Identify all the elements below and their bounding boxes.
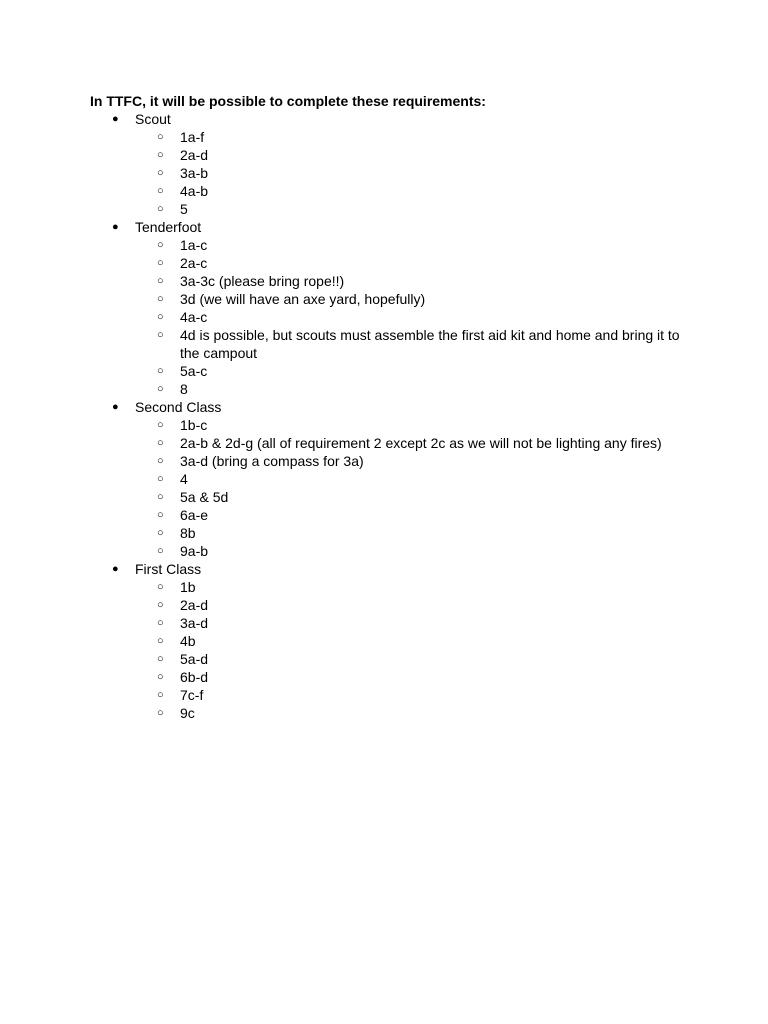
requirement-text: 5a-d <box>180 651 209 667</box>
circle-bullet-icon: ○ <box>157 167 164 179</box>
requirement-sublist <box>0 128 768 218</box>
requirement-sublist <box>0 578 768 722</box>
circle-bullet-icon: ○ <box>157 437 164 449</box>
circle-bullet-icon: ○ <box>157 365 164 377</box>
requirement-text: 2a-d <box>180 147 209 163</box>
circle-bullet-icon: ○ <box>157 527 164 539</box>
list-item <box>0 308 768 326</box>
circle-bullet-icon: ○ <box>157 257 164 269</box>
requirement-text: 5a & 5d <box>180 489 229 505</box>
list-item <box>0 182 768 200</box>
requirement-text: 7c-f <box>180 687 204 703</box>
circle-bullet-icon: ○ <box>157 689 164 701</box>
list-item <box>0 434 768 452</box>
list-item <box>0 668 768 686</box>
requirement-sublist <box>0 236 768 398</box>
requirement-text: 3a-d (bring a compass for 3a) <box>180 453 364 469</box>
rank-label: Second Class <box>135 399 222 415</box>
circle-bullet-icon: ○ <box>157 509 164 521</box>
list-item <box>0 506 768 524</box>
list-item <box>0 362 768 380</box>
requirement-text: 2a-c <box>180 255 208 271</box>
requirement-text: 2a-b & 2d-g (all of requirement 2 except 2c as we will not be lighting any fires) <box>180 435 662 451</box>
requirement-text: 4b <box>180 633 196 649</box>
list-item <box>0 650 768 668</box>
requirement-text: 8 <box>180 381 188 397</box>
rank-section-scout <box>0 110 768 218</box>
rank-label: First Class <box>135 561 202 577</box>
requirement-sublist <box>0 416 768 560</box>
list-item <box>0 416 768 434</box>
circle-bullet-icon: ○ <box>157 491 164 503</box>
requirement-text: 4a-c <box>180 309 208 325</box>
list-item <box>0 380 768 398</box>
circle-bullet-icon: ○ <box>157 635 164 647</box>
page-heading: In TTFC, it will be possible to complete these requirements: <box>90 93 486 109</box>
list-item <box>0 470 768 488</box>
list-item <box>0 704 768 722</box>
requirement-text: 3a-b <box>180 165 209 181</box>
list-item <box>0 452 768 470</box>
circle-bullet-icon: ○ <box>157 239 164 251</box>
list-item <box>0 632 768 650</box>
list-item <box>0 542 768 560</box>
requirement-text: 4d is possible, but scouts must assemble the first aid kit and home and bring it to the campout <box>180 327 680 361</box>
circle-bullet-icon: ○ <box>157 311 164 323</box>
bullet-icon: ● <box>112 401 119 413</box>
list-item <box>0 596 768 614</box>
requirement-text: 3d (we will have an axe yard, hopefully) <box>180 291 426 307</box>
list-item <box>0 272 768 290</box>
circle-bullet-icon: ○ <box>157 293 164 305</box>
rank-label: Scout <box>135 111 171 127</box>
circle-bullet-icon: ○ <box>157 545 164 557</box>
list-item <box>0 290 768 308</box>
requirement-text: 5 <box>180 201 188 217</box>
circle-bullet-icon: ○ <box>157 275 164 287</box>
rank-section-first-class <box>0 560 768 722</box>
requirement-text: 1b-c <box>180 417 208 433</box>
circle-bullet-icon: ○ <box>157 329 164 341</box>
list-item <box>0 326 768 362</box>
circle-bullet-icon: ○ <box>157 707 164 719</box>
circle-bullet-icon: ○ <box>157 131 164 143</box>
circle-bullet-icon: ○ <box>157 419 164 431</box>
list-item <box>0 128 768 146</box>
rank-section-second-class <box>0 398 768 560</box>
list-item <box>0 524 768 542</box>
circle-bullet-icon: ○ <box>157 617 164 629</box>
list-item <box>0 614 768 632</box>
requirement-text: 5a-c <box>180 363 208 379</box>
circle-bullet-icon: ○ <box>157 473 164 485</box>
requirement-text: 1a-f <box>180 129 205 145</box>
rank-label: Tenderfoot <box>135 219 202 235</box>
requirement-text: 4a-b <box>180 183 209 199</box>
requirement-text: 3a-d <box>180 615 209 631</box>
requirement-text: 1b <box>180 579 196 595</box>
circle-bullet-icon: ○ <box>157 599 164 611</box>
requirement-text: 4 <box>180 471 188 487</box>
list-item <box>0 164 768 182</box>
requirement-text: 8b <box>180 525 196 541</box>
circle-bullet-icon: ○ <box>157 455 164 467</box>
list-item <box>0 578 768 596</box>
requirement-text: 3a-3c (please bring rope!!) <box>180 273 345 289</box>
requirements-list <box>0 110 768 722</box>
requirement-text: 1a-c <box>180 237 208 253</box>
list-item <box>0 236 768 254</box>
requirement-text: 9a-b <box>180 543 209 559</box>
list-item <box>0 254 768 272</box>
list-item <box>0 200 768 218</box>
requirement-text: 6b-d <box>180 669 209 685</box>
list-item <box>0 146 768 164</box>
circle-bullet-icon: ○ <box>157 653 164 665</box>
circle-bullet-icon: ○ <box>157 185 164 197</box>
list-item <box>0 488 768 506</box>
bullet-icon: ● <box>112 563 119 575</box>
circle-bullet-icon: ○ <box>157 671 164 683</box>
circle-bullet-icon: ○ <box>157 203 164 215</box>
requirement-text: 9c <box>180 705 195 721</box>
bullet-icon: ● <box>112 113 119 125</box>
circle-bullet-icon: ○ <box>157 383 164 395</box>
requirement-text: 6a-e <box>180 507 209 523</box>
list-item <box>0 686 768 704</box>
circle-bullet-icon: ○ <box>157 581 164 593</box>
bullet-icon: ● <box>112 221 119 233</box>
circle-bullet-icon: ○ <box>157 149 164 161</box>
requirement-text: 2a-d <box>180 597 209 613</box>
rank-section-tenderfoot <box>0 218 768 398</box>
